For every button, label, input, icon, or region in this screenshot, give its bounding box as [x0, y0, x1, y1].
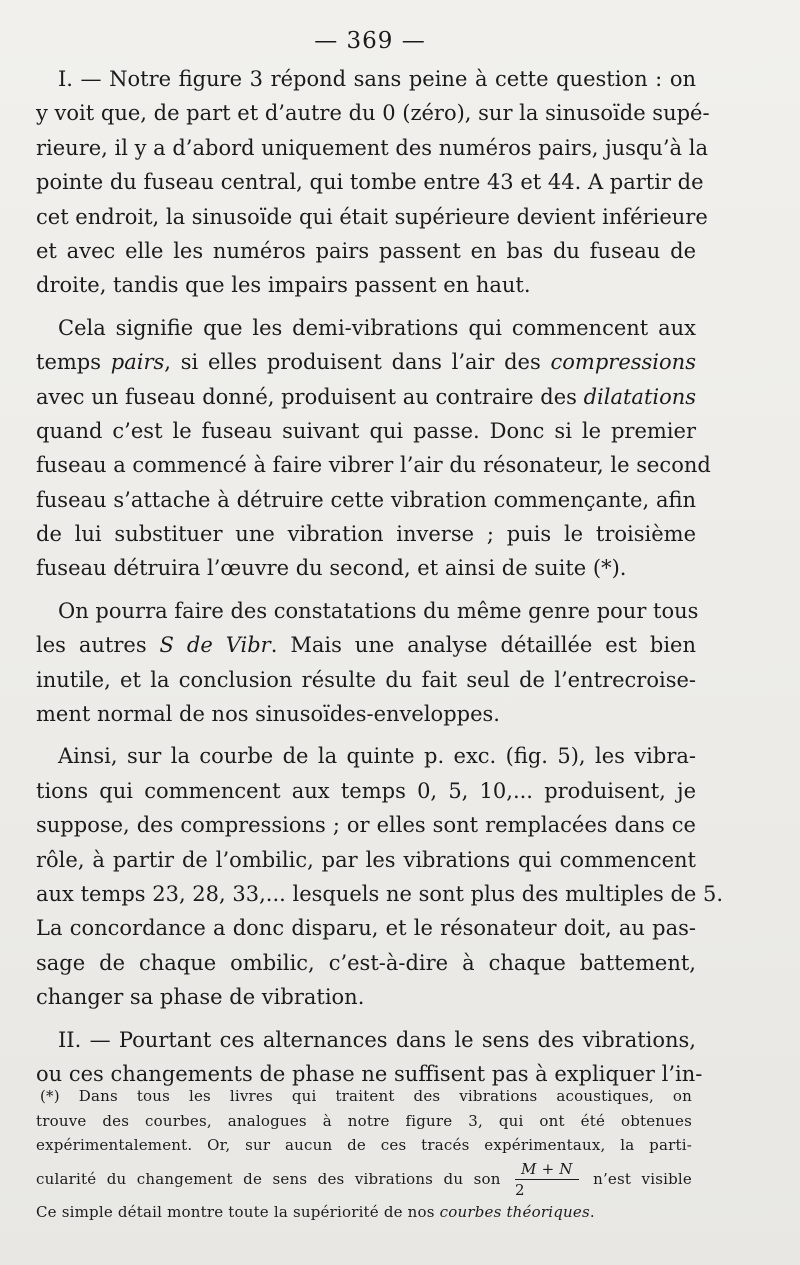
fraction-denominator: 2	[515, 1180, 525, 1199]
footnote-line: trouve des courbes, analogues à notre figure 3, qui ont été obtenues	[36, 1111, 692, 1130]
text-segment: II. — Pourtant ces alternances dans le sens des vibrations,	[58, 1027, 696, 1052]
text-line	[36, 877, 724, 911]
footnote-line	[36, 1200, 692, 1225]
text-line	[36, 628, 696, 662]
text-segment: rieure, il y a d’abord uniquement des numéros pairs, jusqu’à la	[36, 135, 708, 160]
paragraph	[36, 1023, 703, 1092]
text-segment: changer sa phase de vibration.	[36, 985, 365, 1010]
text-segment: de lui substituer une vibration inverse ; puis le troisième	[36, 522, 696, 547]
text-line	[36, 448, 711, 482]
text-line	[36, 946, 696, 980]
fraction-numerator: M + N	[515, 1162, 579, 1180]
text-segment: y voit que, de part et d’autre du 0 (zéro), sur la sinusoïde supé-	[36, 101, 710, 126]
text-line	[36, 380, 696, 414]
text-line	[36, 594, 699, 628]
text-line	[36, 980, 696, 1014]
footnote-line-with-formula	[36, 1158, 692, 1200]
text-line	[36, 483, 696, 517]
text-segment: droite, tandis que les impairs passent en haut.	[36, 273, 531, 298]
text-segment: temps	[36, 350, 111, 375]
body-text	[36, 62, 724, 1091]
text-line	[36, 774, 696, 808]
formula-fraction	[515, 1159, 579, 1199]
text-segment: rôle, à partir de l’ombilic, par les vibrations qui commencent	[36, 847, 696, 872]
text-segment: fuseau s’attache à détruire cette vibration commençante, afin	[36, 487, 696, 512]
text-line	[36, 1023, 696, 1057]
text-segment: fuseau a commencé à faire vibrer l’air du résonateur, le second	[36, 453, 711, 478]
text-segment: tions qui commencent aux temps 0, 5, 10,... produisent, je	[36, 778, 696, 803]
paragraph	[36, 311, 711, 586]
text-line	[36, 551, 696, 585]
text-segment: I. — Notre figure 3 répond sans peine à cette question : on	[58, 67, 696, 91]
text-segment: pointe du fuseau central, qui tombe entre 43 et 44. A partir de	[36, 170, 704, 195]
text-line	[36, 843, 696, 877]
paragraph	[36, 739, 724, 1014]
text-line	[36, 234, 696, 268]
footnote-text: n’est visible	[593, 1169, 692, 1188]
footnote-italic-text: courbes théoriques	[439, 1202, 590, 1221]
text-line	[36, 911, 696, 945]
text-segment: les autres	[36, 633, 160, 658]
text-segment: sage de chaque ombilic, c’est-à-dire à chaque battement,	[36, 950, 696, 975]
text-line	[36, 200, 708, 234]
text-segment: cet endroit, la sinusoïde qui était supérieure devient inférieure	[36, 204, 708, 229]
italic-text: compressions	[550, 350, 696, 375]
text-line	[36, 517, 696, 551]
italic-text: pairs	[110, 350, 165, 375]
footnote-text: Ce simple détail montre toute la supériorité de nos	[36, 1202, 440, 1221]
footnote-text: cularité du changement de sens des vibrations du son	[36, 1169, 501, 1188]
text-line	[36, 268, 696, 302]
footnote-text: .	[589, 1202, 595, 1221]
text-line	[36, 739, 696, 773]
text-segment: Cela signifie que les demi-vibrations qui commencent aux	[58, 315, 696, 340]
text-line	[36, 131, 708, 165]
text-line	[36, 345, 696, 379]
italic-text: S de Vibr	[159, 633, 271, 658]
text-segment: . Mais une analyse détaillée est bien	[270, 633, 696, 658]
text-segment: et avec elle les numéros pairs passent en bas du fuseau de	[36, 238, 696, 263]
text-line	[36, 697, 696, 731]
italic-text: dilatations	[583, 384, 697, 409]
text-line	[36, 165, 704, 199]
text-line	[36, 808, 696, 842]
text-segment: aux temps 23, 28, 33,... lesquels ne sont plus des multiples de 5.	[36, 881, 724, 906]
text-line	[36, 414, 696, 448]
page-number: — 369 —	[314, 28, 426, 54]
text-segment: inutile, et la conclusion résulte du fait seul de l’entrecroise-	[36, 667, 696, 692]
footnote	[36, 1084, 692, 1224]
text-line	[36, 663, 696, 697]
footnote-line: (*) Dans tous les livres qui traitent des vibrations acoustiques, on	[40, 1087, 692, 1105]
text-line	[36, 311, 696, 345]
paragraph	[36, 62, 710, 303]
text-segment: On pourra faire des constatations du même genre pour tous	[58, 598, 699, 623]
text-segment: La concordance a donc disparu, et le résonateur doit, au pas-	[36, 916, 696, 941]
text-segment: quand c’est le fuseau suivant qui passe. Donc si le premier	[36, 418, 696, 443]
text-segment: suppose, des compressions ; or elles sont remplacées dans ce	[36, 813, 696, 838]
paragraph	[36, 594, 699, 732]
text-line	[36, 96, 710, 130]
text-segment: avec un fuseau donné, produisent au contraire des	[36, 384, 584, 409]
text-segment: , si elles produisent dans l’air des	[164, 350, 551, 375]
text-segment: ment normal de nos sinusoïdes-enveloppes.	[36, 702, 500, 727]
text-line	[36, 62, 696, 96]
text-segment: Ainsi, sur la courbe de la quinte p. exc. (fig. 5), les vibra-	[58, 744, 696, 769]
text-segment: fuseau détruira l’œuvre du second, et ainsi de suite (*).	[36, 556, 627, 581]
footnote-line: expérimentalement. Or, sur aucun de ces tracés expérimentaux, la parti-	[36, 1136, 692, 1154]
text-segment: ou ces changements de phase ne suffisent pas à expliquer l’in-	[36, 1061, 703, 1086]
